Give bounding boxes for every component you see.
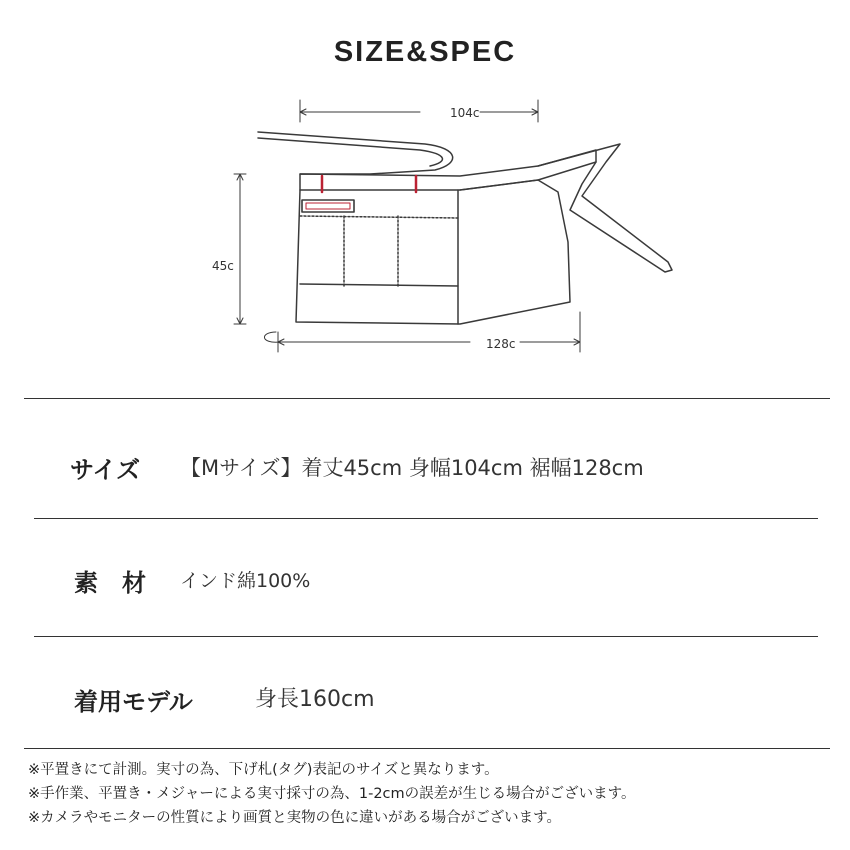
left-tie-strap [258, 132, 453, 174]
width-label: 104c [450, 106, 480, 120]
divider-2 [34, 636, 818, 637]
label-patch [302, 200, 354, 212]
note-item: ※平置きにて計測。実寸の為、下げ札(タグ)表記のサイズと異なります。 [28, 762, 499, 778]
spec-label-material: 素 材 [74, 569, 146, 597]
notes-list [28, 758, 828, 830]
spec-value-material: インド綿100% [180, 570, 311, 592]
page-title: SIZE&SPEC [333, 36, 517, 68]
hem-label: 128c [486, 337, 516, 351]
spec-value-size: 【Mサイズ】着丈45cm 身幅104cm 裾幅128cm [180, 456, 644, 480]
hem-dimension [278, 312, 580, 352]
waistband [300, 150, 596, 190]
apron-diagram [212, 92, 690, 362]
spec-label-model: 着用モデル [74, 688, 193, 716]
height-dimension [234, 174, 246, 324]
note-item: ※カメラやモニターの性質により画質と実物の色に違いがある場合がございます。 [28, 810, 561, 826]
divider-1 [34, 518, 818, 519]
note-item: ※手作業、平置き・メジャーによる実寸採寸の為、1-2cmの誤差が生じる場合がございます。 [28, 786, 636, 802]
height-label: 45c [212, 259, 234, 273]
right-tie-strap [538, 144, 672, 272]
spec-label-size: サイズ [70, 456, 141, 484]
divider-bottom [24, 748, 830, 749]
apron-body [296, 180, 570, 324]
width-dimension [300, 100, 538, 122]
spec-value-model: 身長160cm [255, 687, 375, 712]
divider-top [24, 398, 830, 399]
